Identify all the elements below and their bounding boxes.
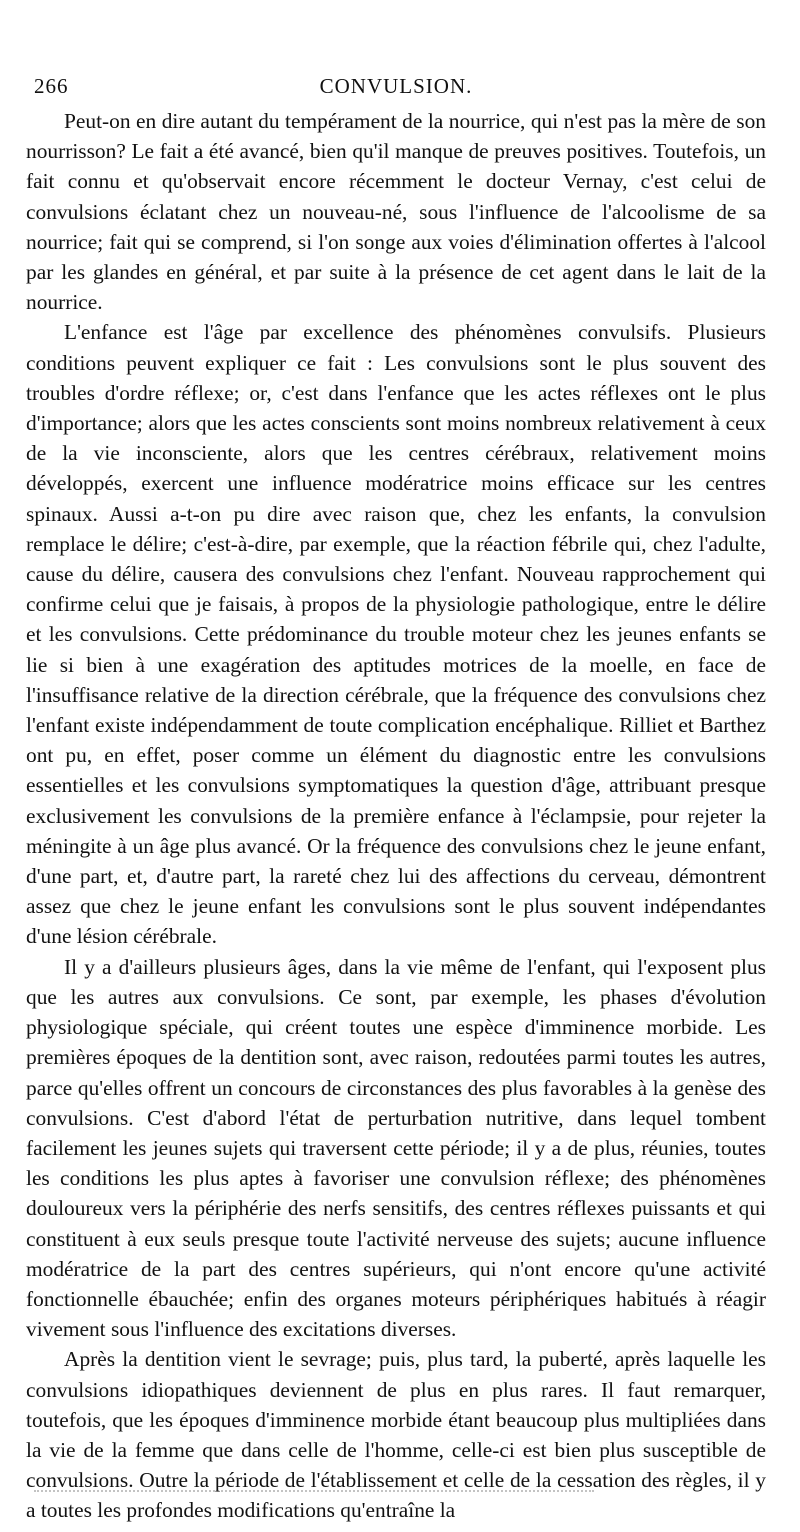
page-number: 266	[34, 74, 69, 98]
running-head: CONVULSION.	[319, 74, 473, 98]
paragraph-2: L'enfance est l'âge par excellence des phénomènes convulsifs. Plusieurs conditions peuvent expliquer ce fait : Les convulsions sont le plus souvent des troubles d'ordre réflexe; or, c'est dans l'enfance que les actes réflexes ont le plus d'importance; alors que les actes conscients sont moins nombreux relativement à ceux de la vie inconsciente, alors que les centres cérébraux, relativement moins développés, exercent une influence modératrice moins efficace sur les centres spinaux. Aussi a-t-on pu dire avec raison que, chez les enfants, la convulsion remplace le délire; c'est-à-dire, par exemple, que la réaction fébrile qui, chez l'adulte, cause du délire, causera des convulsions chez l'enfant. Nouveau rapprochement qui confirme celui que je faisais, à propos de la physiologie pathologique, entre le délire et les convulsions. Cette prédominance du trouble moteur chez les jeunes enfants se lie si bien à une exagération des aptitudes motrices de la moelle, en face de l'insuffisance relative de la direction cérébrale, que la fréquence des convulsions chez l'enfant existe indépendamment de toute complication encéphalique. Rilliet et Barthez ont pu, en effet, poser comme un élément du diagnostic entre les convulsions essentielles et les convulsions symptomatiques la question d'âge, attribuant presque exclusivement les convulsions de la première enfance à l'éclampsie, pour rejeter la méningite à un âge plus avancé. Or la fréquence des convulsions chez le jeune enfant, d'une part, et, d'autre part, la rareté chez lui des affections du cerveau, démontrent assez que chez le jeune enfant les convulsions sont le plus souvent indépendantes d'une lésion cérébrale.	[26, 320, 766, 949]
paragraph-1: Peut-on en dire autant du tempérament de la nourrice, qui n'est pas la mère de son nourrisson? Le fait a été avancé, bien qu'il manque de preuves positives. Toutefois, un fait connu et qu'observait encore récemment le docteur Vernay, c'est celui de convulsions éclatant chez un nouveau-né, sous l'influence de l'alcoolisme de sa nourrice; fait qui se comprend, si l'on songe aux voies d'élimination offertes à l'alcool par les glandes en général, et par suite à la présence de cet agent dans le lait de la nourrice.	[26, 109, 766, 315]
body-text	[26, 106, 766, 1526]
paragraph-4: Après la dentition vient le sevrage; puis, plus tard, la puberté, après laquelle les convulsions idiopathiques deviennent de plus en plus rares. Il faut remarquer, toutefois, que les époques d'imminence morbide étant beaucoup plus multipliées dans la vie de la femme que dans celle de l'homme, celle-ci est bien plus susceptible de convulsions. Outre la période de l'établissement et celle de la cessation des règles, il y a toutes les profondes modifications qu'entraîne la	[26, 1347, 766, 1523]
book-page	[26, 66, 766, 1526]
paragraph-3: Il y a d'ailleurs plusieurs âges, dans la vie même de l'enfant, qui l'exposent plus que les autres aux convulsions. Ce sont, par exemple, les phases d'évolution physiologique spéciale, qui créent toutes une espèce d'imminence morbide. Les premières époques de la dentition sont, avec raison, redoutées parmi toutes les autres, parce qu'elles offrent un concours de circonstances des plus favorables à la genèse des convulsions. C'est d'abord l'état de perturbation nutritive, dans lequel tombent facilement les jeunes sujets qui traversent cette période; il y a de plus, réunies, toutes les conditions les plus aptes à favoriser une convulsion réflexe; des phénomènes douloureux vers la périphérie des nerfs sensitifs, des centres réflexes puissants et qui constituent à eux seuls presque toute l'activité nerveuse des sujets; aucune influence modératrice de la part des centres supérieurs, qui n'ont encore qu'une activité fonctionnelle ébauchée; enfin des organes moteurs périphériques habitués à réagir vivement sous l'influence des excitations diverses.	[26, 954, 766, 1342]
page-header	[26, 66, 766, 106]
footer-dotted-rule	[34, 1490, 594, 1492]
